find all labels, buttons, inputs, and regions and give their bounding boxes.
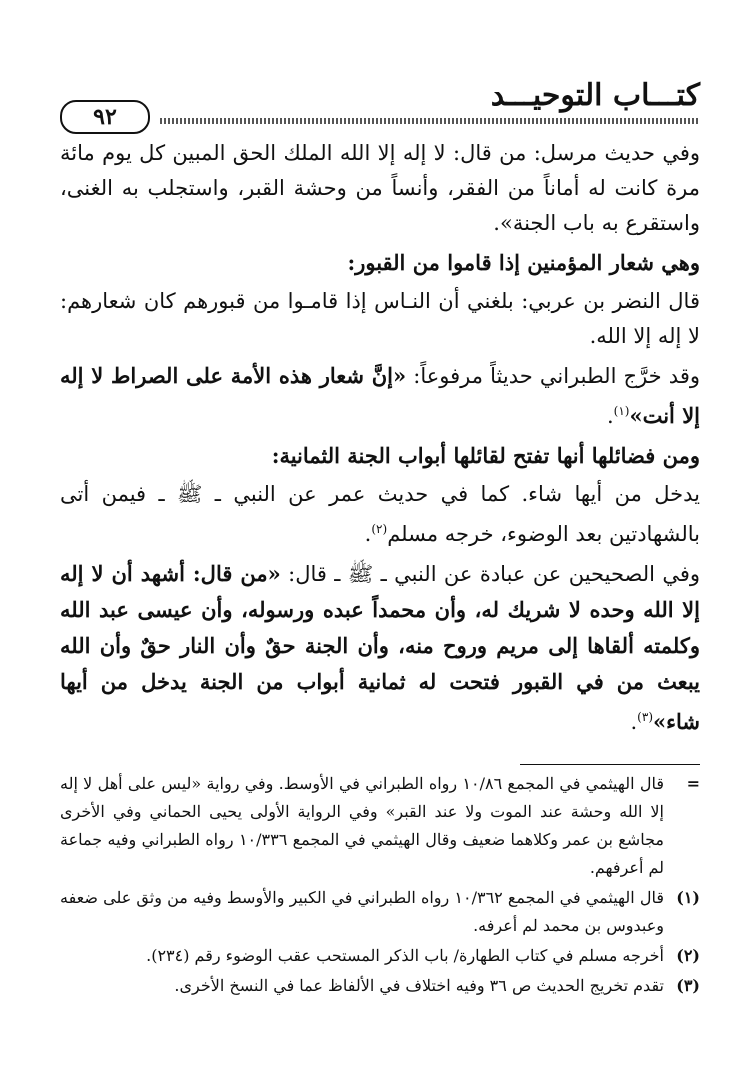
footnote-mark: (٢) bbox=[676, 946, 700, 965]
footnote-item bbox=[60, 972, 700, 1000]
main-text bbox=[60, 136, 700, 744]
paragraph-ubada bbox=[60, 556, 700, 740]
footnote-mark: (٣) bbox=[676, 976, 700, 995]
running-title: كتـــاب التوحيـــد bbox=[490, 78, 700, 113]
footnote-text: تقدم تخريج الحديث ص ٣٦ وفيه اختلاف في الألفاظ عما في النسخ الأخرى. bbox=[174, 976, 664, 995]
section-heading-gates: ومن فضائلها أنها تفتح لقائلها أبواب الجنة الثمانية: bbox=[271, 443, 700, 468]
footnote-text: قال الهيثمي في المجمع ١٠/٨٦ رواه الطبراني في الأوسط. وفي رواية «ليس على أهل لا إله إلا الله وحشة عند الموت ولا عند القبر» وفي الرواية الأولى يحيى الحماني وفي الأخرى مجاشع بن عمر وكلاهما ضعيف وقال الهيثمي في المجمع ١٠/٣٣٦ رواه الطبراني وفيه جماعة لم أعرفهم. bbox=[60, 774, 665, 877]
hadith-quote-ubada: «من قال: أشهد أن لا إله إلا الله وحده لا شريك له، وأن محمداً عبده ورسوله، وأن عيسى عبد الله وكلمته ألقاها إلى مريم وروح منه، وأن الجنة حقٌ وأن النار حقٌ وأن الله يبعث من في القبور فتحت له ثمانية أبواب من الجنة يدخل من أيها شاء» bbox=[60, 561, 700, 734]
paragraph-tabarani-intro: وقد خرَّج الطبراني حديثاً مرفوعاً: bbox=[406, 364, 700, 388]
paragraph-tabarani bbox=[60, 358, 700, 434]
footnote-text: أخرجه مسلم في كتاب الطهارة/ باب الذكر المستحب عقب الوضوء رقم (٢٣٤). bbox=[146, 946, 664, 965]
footnotes bbox=[60, 770, 700, 1002]
footnote-item bbox=[60, 884, 700, 940]
footnote-mark: = bbox=[686, 774, 700, 793]
paragraph-end: . bbox=[364, 522, 372, 546]
footnote-item bbox=[60, 770, 700, 882]
page-header bbox=[60, 72, 700, 132]
paragraph-ubada-intro: وفي الصحيحين عن عبادة عن النبي ـ ﷺ ـ قال: bbox=[280, 562, 701, 586]
footnote-ref-3: (٣) bbox=[637, 710, 653, 724]
footnote-divider bbox=[520, 764, 700, 765]
section-heading-graves: وهي شعار المؤمنين إذا قاموا من القبور: bbox=[347, 250, 700, 275]
footnote-mark: (١) bbox=[676, 888, 700, 907]
header-rule bbox=[160, 118, 700, 124]
paragraph-nadr: قال النضر بن عربي: بلغني أن النـاس إذا قامـوا من قبورهم كان شعارهم: لا إله إلا الله. bbox=[60, 289, 700, 348]
paragraph-mursal: وفي حديث مرسل: من قال: لا إله إلا الله الملك الحق المبين كل يوم مائة مرة كانت له أماناً من الفقر، وأنساً من وحشة القبر، واستجلب به الغنى، واستقرع به باب الجنة». bbox=[60, 141, 700, 235]
paragraph-umar bbox=[60, 477, 700, 552]
paragraph-end: . bbox=[606, 404, 614, 428]
footnote-ref-2: (٢) bbox=[371, 522, 388, 536]
hadith-quote-sirat: «إنَّ شعار هذه الأمة على الصراط لا إله إلا أنت» bbox=[60, 363, 700, 428]
footnote-text: قال الهيثمي في المجمع ١٠/٣٦٢ رواه الطبراني في الكبير والأوسط وفيه من وثق على ضعفه وعبدوس بن محمد لم أعرفه. bbox=[60, 888, 665, 935]
paragraph-end: . bbox=[630, 710, 638, 734]
footnote-ref-1: (١) bbox=[613, 404, 630, 418]
page-number-text: ٩٢ bbox=[93, 104, 117, 130]
paragraph-umar-text: يدخل من أيها شاء. كما في حديث عمر عن النبي ـ ﷺ ـ فيمن أتى بالشهادتين بعد الوضوء، خرجه مسلم bbox=[60, 482, 700, 546]
page-number bbox=[60, 100, 150, 134]
footnote-item bbox=[60, 942, 700, 970]
